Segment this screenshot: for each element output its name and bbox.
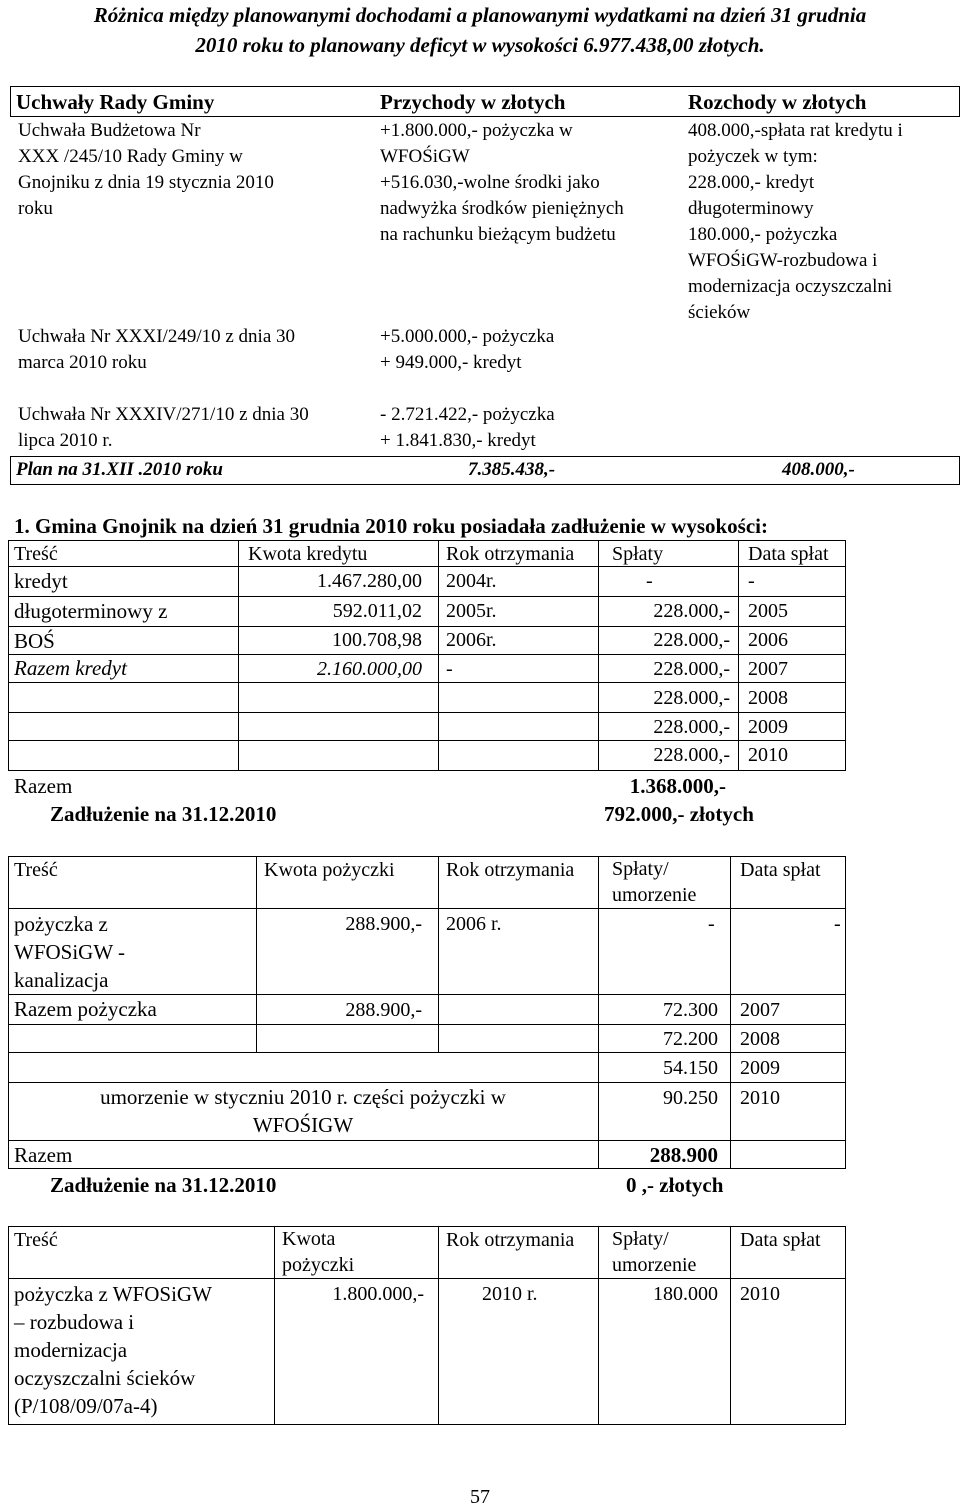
credit-extra-date: 2009 <box>748 716 788 738</box>
budget-plan-bottom-border <box>10 484 960 485</box>
loan-col-border <box>845 856 846 1168</box>
loan2-col-border <box>730 1226 731 1424</box>
credit-year-3: 2006r. <box>446 629 497 651</box>
loan-waiver-note: umorzenie w styczniu 2010 r. części pożyczki w WFOŚIGW <box>100 1085 506 1137</box>
loan-schedule-date: 2009 <box>740 1057 780 1079</box>
credit-year-2: 2005r. <box>446 600 497 622</box>
credit-total-pay: 228.000,- <box>653 658 730 680</box>
loan-header-desc: Treść <box>14 859 58 881</box>
credit-amount-3: 100.708,98 <box>332 629 422 651</box>
budget-plan-label: Plan na 31.XII .2010 roku <box>16 459 223 480</box>
loan2-header-amount: Kwota pożyczki <box>282 1228 355 1276</box>
budget-header-resolutions: Uchwały Rady Gminy <box>16 90 215 114</box>
loan-desc: pożyczka z WFOSiGW - kanalizacja <box>14 912 126 992</box>
loan-amount: 288.900,- <box>345 913 422 935</box>
loan-date: - <box>834 913 841 935</box>
loan2-col-border <box>438 1226 439 1424</box>
page-number: 57 <box>470 1486 490 1508</box>
loan-schedule-date: 2010 <box>740 1087 780 1109</box>
credit-date-1: - <box>748 570 755 592</box>
loan-col-border <box>438 856 439 1052</box>
credit-header-amount: Kwota kredytu <box>248 543 368 565</box>
budget-table-top-border <box>10 86 960 87</box>
budget-plan-expense: 408.000,- <box>782 459 855 480</box>
loan2-col-border <box>845 1226 846 1424</box>
loan-schedule-date: 2008 <box>740 1028 780 1050</box>
loan-schedule-date: 2007 <box>740 999 780 1021</box>
loan-schedule-pay: 72.300 <box>663 999 718 1021</box>
loan-table-bottom-border <box>8 1168 846 1169</box>
loan-sum-label: Razem <box>14 1143 73 1167</box>
credit-total-amount: 2.160.000,00 <box>317 658 422 680</box>
budget-table-left-border <box>10 86 11 116</box>
loan2-col-border <box>8 1226 9 1424</box>
credit-extra-date: 2010 <box>748 744 788 766</box>
budget-r3-resolution: Uchwała Nr XXXIV/271/10 z dnia 30 lipca 2010 r. <box>18 404 309 451</box>
loan-row-border <box>8 1024 846 1025</box>
loan-schedule-pay: 90.250 <box>663 1087 718 1109</box>
budget-r2-income: +5.000.000,- pożyczka + 949.000,- kredyt <box>380 326 555 373</box>
credit-total-date: 2007 <box>748 658 788 680</box>
loan2-header-date: Data spłat <box>740 1229 821 1251</box>
credit-sum-label: Razem <box>14 774 73 798</box>
budget-r2-resolution: Uchwała Nr XXXI/249/10 z dnia 30 marca 2010 roku <box>18 326 296 373</box>
budget-plan-income: 7.385.438,- <box>468 459 556 480</box>
loan-schedule-pay: 72.200 <box>663 1028 718 1050</box>
loan2-header-year: Rok otrzymania <box>446 1229 575 1251</box>
budget-r1-resolution: Uchwała Budżetowa Nr XXX /245/10 Rady Gminy w Gnojniku z dnia 19 stycznia 2010 roku <box>18 120 274 219</box>
credit-date-2: 2005 <box>748 600 788 622</box>
credit-extra-pay: 228.000,- <box>653 744 730 766</box>
budget-r1-expense: 408.000,-spłata rat kredytu i pożyczek w tym: 228.000,- kredyt długoterminowy 180.000,- pożyczka WFOŚiGW-rozbudowa i modernizacja oczyszczalni ścieków <box>688 120 903 323</box>
credit-amount-1: 1.467.280,00 <box>317 570 422 592</box>
loan-table-top-border <box>8 856 846 857</box>
loan2-header-desc: Treść <box>14 1229 58 1251</box>
credit-header-payment: Spłaty <box>612 543 664 565</box>
loan2-table-top-border <box>8 1226 846 1227</box>
loan-header-year: Rok otrzymania <box>446 859 575 881</box>
credit-pay-2: 228.000,- <box>653 600 730 622</box>
loan-col-border <box>730 856 731 1168</box>
loan-total-amount: 288.900,- <box>345 999 422 1021</box>
credit-col-border <box>438 540 439 770</box>
loan2-row-border <box>8 1278 846 1279</box>
loan2-pay: 180.000 <box>653 1283 718 1305</box>
loan2-desc: pożyczka z WFOSiGW – rozbudowa i modernizacja oczyszczalni ścieków (P/108/09/07a-4) <box>14 1282 212 1418</box>
section-1-title: 1. Gmina Gnojnik na dzień 31 grudnia 2010 roku posiadała zadłużenie w wysokości: <box>14 514 768 538</box>
loan-sum-value: 288.900 <box>649 1143 718 1167</box>
loan2-header-payment: Spłaty/ umorzenie <box>612 1228 697 1276</box>
loan-debt-label: Zadłużenie na 31.12.2010 <box>50 1173 277 1197</box>
loan-year: 2006 r. <box>446 913 502 935</box>
loan2-table-bottom-border <box>8 1424 846 1425</box>
loan-total-label: Razem pożyczka <box>14 997 157 1021</box>
loan-header-payment: Spłaty/ umorzenie <box>612 858 697 906</box>
credit-extra-pay: 228.000,- <box>653 716 730 738</box>
loan-schedule-pay: 54.150 <box>663 1057 718 1079</box>
loan2-date: 2010 <box>740 1283 780 1305</box>
credit-table-top-border <box>8 540 846 541</box>
loan-row-border <box>8 1140 846 1141</box>
heading-line-2: 2010 roku to planowany deficyt w wysokości 6.977.438,00 złotych. <box>195 33 765 57</box>
loan2-amount: 1.800.000,- <box>332 1283 424 1305</box>
credit-debt-label: Zadłużenie na 31.12.2010 <box>50 802 277 826</box>
credit-extra-pay: 228.000,- <box>653 687 730 709</box>
budget-header-expense: Rozchody w złotych <box>688 90 867 114</box>
credit-year-1: 2004r. <box>446 570 497 592</box>
heading-line-1: Różnica między planowanymi dochodami a planowanymi wydatkami na dzień 31 grudnia <box>93 3 867 27</box>
credit-amount-2: 592.011,02 <box>332 600 422 622</box>
loan-header-date: Data spłat <box>740 859 821 881</box>
credit-desc: kredyt długoterminowy z BOŚ <box>14 569 168 653</box>
credit-total-year: - <box>446 658 453 680</box>
budget-plan-left-border <box>10 456 11 484</box>
credit-header-year: Rok otrzymania <box>446 543 575 565</box>
loan2-col-border <box>598 1226 599 1424</box>
credit-extra-date: 2008 <box>748 687 788 709</box>
loan-row-border <box>8 1052 846 1053</box>
loan2-year: 2010 r. <box>482 1283 538 1305</box>
budget-r1-income: +1.800.000,- pożyczka w WFOŚiGW +516.030,-wolne środki jako nadwyżka środków pieniężnych na rachunku bieżącym budżetu <box>380 120 624 245</box>
loan-row-border <box>8 908 846 909</box>
credit-debt-value: 792.000,- złotych <box>604 802 754 826</box>
credit-sum-value: 1.368.000,- <box>629 774 726 798</box>
credit-date-3: 2006 <box>748 629 788 651</box>
credit-col-border <box>845 540 846 770</box>
loan2-col-border <box>274 1226 275 1424</box>
loan-header-amount: Kwota pożyczki <box>264 859 395 881</box>
loan-debt-value: 0 ,- złotych <box>626 1173 724 1197</box>
credit-pay-3: 228.000,- <box>653 629 730 651</box>
budget-r3-income: - 2.721.422,- pożyczka + 1.841.830,- kredyt <box>380 404 555 451</box>
credit-col-border <box>738 540 739 770</box>
credit-col-border <box>8 540 9 770</box>
credit-header-desc: Treść <box>14 543 58 565</box>
credit-total-label: Razem kredyt <box>14 656 127 680</box>
credit-table-bottom-border <box>8 770 846 771</box>
loan-pay: - <box>708 913 715 935</box>
budget-header-income: Przychody w złotych <box>380 90 566 114</box>
credit-header-date: Data spłat <box>748 543 829 565</box>
credit-pay-1: - <box>646 570 653 592</box>
